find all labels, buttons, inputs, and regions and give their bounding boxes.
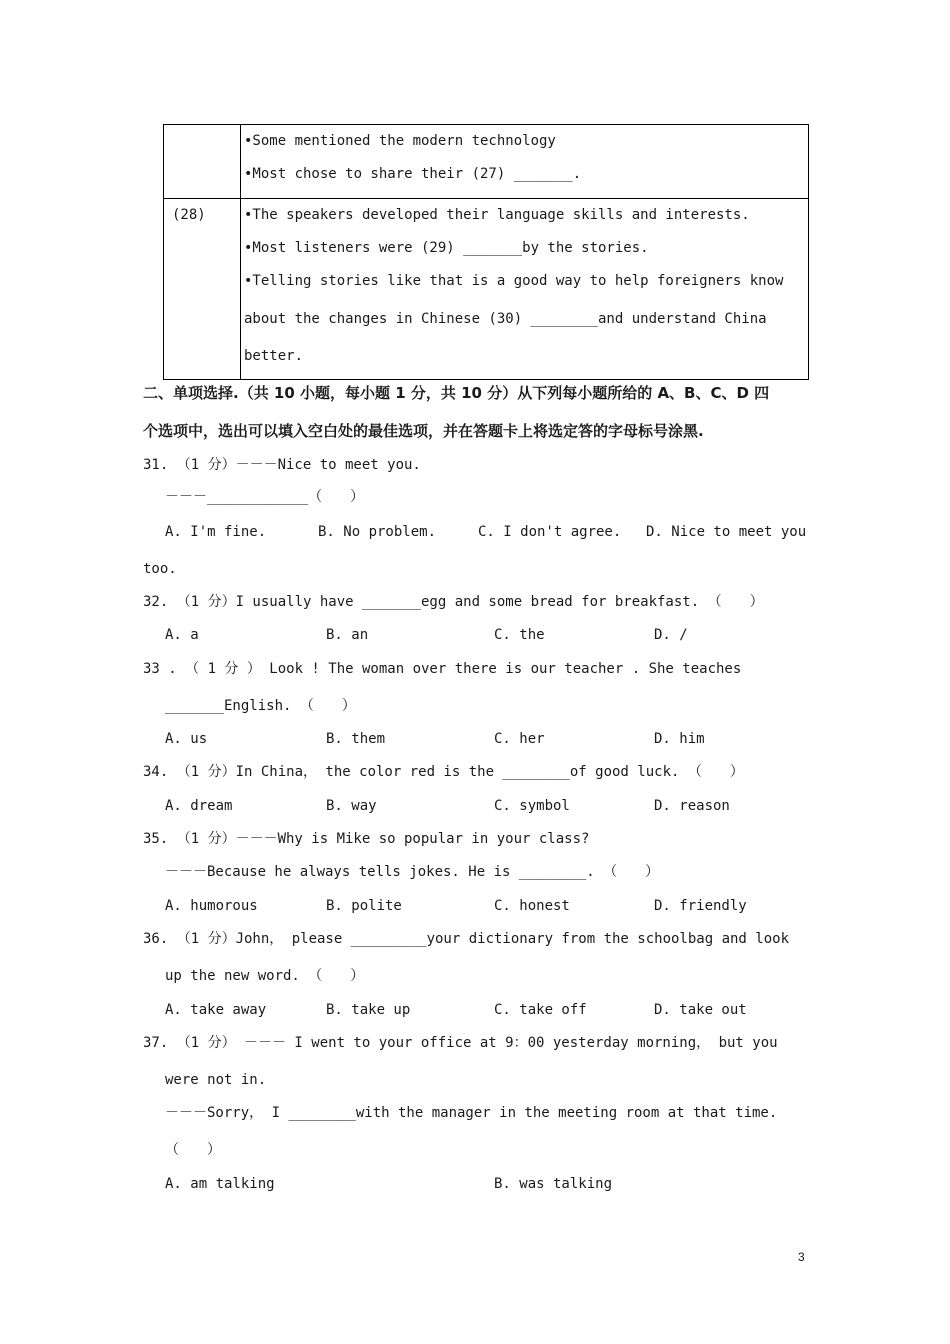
question-36-stem: 36. （1 分）John， please _________your dictionary from the schoolbag and look — [143, 931, 790, 947]
question-32-option-c: C. the — [494, 627, 545, 643]
question-31-option-d: D. Nice to meet you — [646, 524, 807, 540]
question-36-line2: up the new word. （ ） — [165, 968, 365, 984]
question-31-stem: 31. （1 分）－－－Nice to meet you. — [143, 457, 421, 473]
page-number: 3 — [798, 1250, 805, 1264]
question-35-option-c: C. honest — [494, 898, 570, 914]
question-35-stem: 35. （1 分）－－－Why is Mike so popular in your class? — [143, 831, 590, 847]
question-37-line4: （ ） — [165, 1142, 221, 1158]
question-37-stem: 37. （1 分） －－－ I went to your office at 9：00 yesterday morning， but you — [143, 1035, 778, 1051]
question-33-option-b: B. them — [326, 731, 386, 747]
question-34-option-d: D. reason — [654, 798, 730, 814]
question-33-line2: _______English. （ ） — [165, 698, 356, 714]
question-31-line2: －－－____________（ ） — [165, 489, 365, 505]
question-35-option-b: B. polite — [326, 898, 402, 914]
table-row2-line1: •The speakers developed their language skills and interests. — [244, 207, 750, 223]
question-31-option-b: B. No problem. — [318, 524, 437, 540]
table-row2-line5: better. — [244, 348, 304, 364]
question-34-option-c: C. symbol — [494, 798, 570, 814]
question-34-option-b: B. way — [326, 798, 377, 814]
question-33-option-d: D. him — [654, 731, 705, 747]
question-33-option-c: C. her — [494, 731, 545, 747]
question-31-option-c: C. I don't agree. — [478, 524, 622, 540]
question-31-option-a: A. I'm fine. — [165, 524, 267, 540]
table-row1-line2: •Most chose to share their (27) _______. — [244, 166, 582, 182]
table-row1-line1: •Some mentioned the modern technology — [244, 133, 556, 149]
question-33-option-a: A. us — [165, 731, 208, 747]
question-32-option-d: D. / — [654, 627, 688, 643]
question-36-option-a: A. take away — [165, 1002, 267, 1018]
table-divider-horizontal — [164, 198, 808, 199]
question-31-wrap: too. — [143, 561, 177, 577]
question-37-option-b: B. was talking — [494, 1176, 613, 1192]
question-35-option-d: D. friendly — [654, 898, 747, 914]
section-heading-line1: 二、单项选择.（共 10 小题，每小题 1 分，共 10 分）从下列每小题所给的 A、B、C、D 四 — [143, 384, 770, 402]
question-37-line3: －－－Sorry， I ________with the manager in the meeting room at that time. — [165, 1105, 778, 1121]
question-32-option-b: B. an — [326, 627, 369, 643]
table-row2-label: (28) — [172, 207, 206, 223]
question-37-line2: were not in. — [165, 1072, 267, 1088]
table-row2-line3: •Telling stories like that is a good way to help foreigners know — [244, 273, 784, 289]
question-36-option-b: B. take up — [326, 1002, 411, 1018]
question-35-option-a: A. humorous — [165, 898, 258, 914]
question-33-stem: 33 . （ 1 分 ） Look ! The woman over there is our teacher . She teaches — [143, 661, 742, 677]
question-36-option-c: C. take off — [494, 1002, 587, 1018]
question-34-option-a: A. dream — [165, 798, 233, 814]
question-36-option-d: D. take out — [654, 1002, 747, 1018]
table-row2-line4: about the changes in Chinese (30) ________and understand China — [244, 311, 767, 327]
question-34-stem: 34. （1 分）In China， the color red is the ________of good luck. （ ） — [143, 764, 744, 780]
table-row2-line2: •Most listeners were (29) _______by the stories. — [244, 240, 649, 256]
question-32-stem: 32. （1 分）I usually have _______egg and some bread for breakfast. （ ） — [143, 594, 764, 610]
table-divider-vertical — [240, 125, 241, 379]
question-37-option-a: A. am talking — [165, 1176, 275, 1192]
section-heading-line2: 个选项中，选出可以填入空白处的最佳选项，并在答题卡上将选定答的字母标号涂黑. — [143, 422, 704, 440]
question-32-option-a: A. a — [165, 627, 199, 643]
question-35-line2: －－－Because he always tells jokes. He is ________. （ ） — [165, 864, 660, 880]
